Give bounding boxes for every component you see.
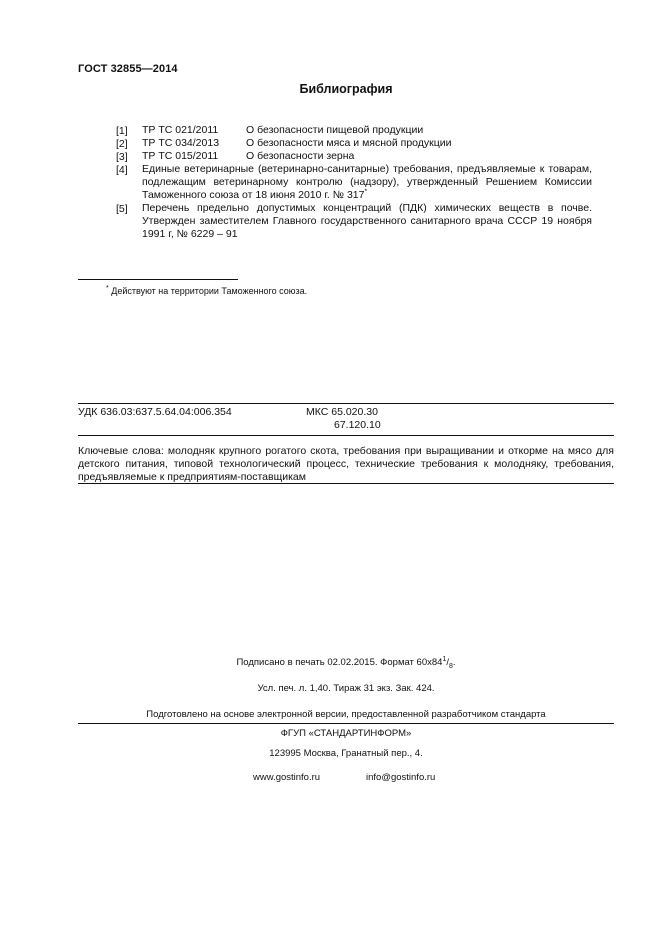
bibliography-code: ТР ТС 034/2013 [142, 137, 220, 149]
email-link[interactable]: info@gostinfo.ru [366, 772, 436, 783]
prepared-note: Подготовлено на основе электронной версии, предоставленной разработчиком стандарта [146, 709, 546, 720]
bibliography-list [116, 124, 592, 241]
keywords: Ключевые слова: молодняк крупного рогатого скота, требования при выращивании и откорме на мясо для детского питания, типовой технологический процесс, технические требования к молодняку, требования, предъявляемые к предприятиям-поставщикам [78, 445, 614, 483]
bibliography-number: [1] [116, 125, 128, 137]
bibliography-number: [4] [116, 164, 128, 176]
publisher-address: 123995 Москва, Гранатный пер., 4. [269, 748, 423, 759]
footnote-divider [78, 279, 238, 280]
signed-for-print: Подписано в печать 02.02.2015. Формат $60x84^1/_8$. [236, 655, 456, 670]
classification-middle-rule [78, 435, 614, 436]
footnote [106, 286, 307, 296]
imprint-rule [78, 723, 614, 724]
bibliography-text: Перечень предельно допустимых концентраций (ПДК) химических веществ в почве. Утвержден заместителем Главного государственного санитарного врача СССР 19 ноября 1991 г, № 6229 – 91 [142, 202, 592, 240]
classification-top-rule [78, 403, 614, 404]
bibliography-item-5 [116, 202, 592, 241]
classification-bottom-rule [78, 483, 614, 484]
publisher: ФГУП «СТАНДАРТИНФОРМ» [280, 728, 412, 739]
footnote-mark: * [364, 188, 368, 196]
mks-code-1: МКС 65.020.30 [306, 406, 378, 418]
bibliography-title: О безопасности мяса и мясной продукции [246, 137, 452, 149]
footnote-mark: * [106, 285, 109, 292]
bibliography-item-3 [116, 150, 592, 163]
udk-code: УДК 636.03:637.5.64.04:006.354 [78, 406, 232, 418]
mks-code-2: 67.120.10 [334, 419, 381, 431]
bibliography-number: [3] [116, 151, 128, 163]
bibliography-code: ТР ТС 015/2011 [142, 150, 219, 162]
bibliography-item-2 [116, 137, 592, 150]
bibliography-number: [2] [116, 138, 128, 150]
bibliography-code: ТР ТС 021/2011 [142, 124, 219, 136]
mks-codes [306, 406, 381, 432]
print-info: Усл. печ. л. 1,40. Тираж 31 экз. Зак. 424. [257, 683, 435, 694]
footnote-text: Действуют на территории Таможенного союза. [111, 286, 308, 296]
bibliography-item-4 [116, 163, 592, 202]
bibliography-title: О безопасности пищевой продукции [246, 124, 424, 136]
page-title: Библиография [299, 82, 393, 96]
bibliography-number: [5] [116, 203, 128, 215]
bibliography-title: О безопасности зерна [246, 150, 355, 162]
bibliography-item-1 [116, 124, 592, 137]
bibliography-text: Единые ветеринарные (ветеринарно-санитарные) требования, предъявляемые к товарам, подлежащим ветеринарному контролю (надзору), утвержденный Решением Комиссии Таможенного союза от 18 июня 2010 г. № 317 [142, 163, 592, 201]
standard-number: ГОСТ 32855—2014 [78, 63, 178, 75]
website-link[interactable]: www.gostinfo.ru [253, 772, 321, 783]
